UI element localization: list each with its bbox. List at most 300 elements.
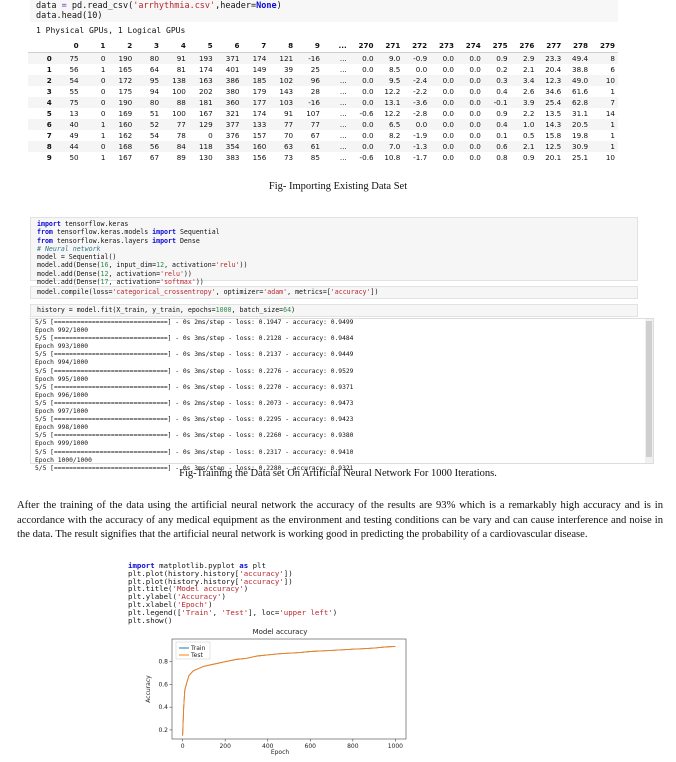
table-cell: 0.0 [469, 98, 481, 107]
column-header: 0 [55, 38, 82, 53]
table-cell: 80 [149, 98, 160, 107]
table-cell: 12.3 [545, 76, 562, 85]
table-cell: 0 [100, 54, 106, 63]
compile-code-cell [30, 286, 638, 299]
column-header: 5 [189, 38, 216, 53]
code-line: import tensorflow.keras [37, 220, 129, 228]
code-token: data [36, 1, 57, 11]
dataframe-table [28, 38, 618, 163]
table-cell: 0.0 [362, 120, 374, 129]
table-cell: 0.0 [362, 65, 374, 74]
x-tick-label: 200 [219, 743, 231, 750]
table-cell: 1.0 [523, 120, 535, 129]
table-cell: 0.0 [469, 153, 481, 162]
code-line-read-csv [36, 1, 618, 11]
column-header: 271 [377, 38, 404, 53]
table-cell: 91 [283, 109, 294, 118]
code-token: ,header= [215, 1, 257, 11]
table-cell: 386 [225, 76, 240, 85]
y-tick-label: 0.6 [158, 681, 168, 689]
log-progress-line: 5/5 [==============================] - 0s 3ms/step - loss: 0.2128 - accuracy: 0.9484 [35, 335, 354, 343]
table-cell: 0.0 [469, 120, 481, 129]
row-index: 2 [46, 76, 52, 85]
code-line: plt.xlabel('Epoch') [128, 599, 213, 609]
column-header: 1 [82, 38, 109, 53]
table-cell: -16 [308, 54, 320, 63]
x-tick-label: 800 [347, 743, 359, 750]
table-row [28, 141, 618, 152]
code-line: plt.title('Model accuracy') [128, 584, 249, 594]
table-cell: 377 [225, 120, 240, 129]
accuracy-chart [140, 626, 410, 756]
table-cell: 0.0 [362, 54, 374, 63]
code-line: import matplotlib.pyplot as plt [128, 561, 266, 570]
table-cell: 63 [283, 142, 294, 151]
code-line: plt.plot(history.history['accuracy']) [128, 568, 293, 578]
table-cell: 2.2 [523, 109, 535, 118]
table-cell: 10 [605, 153, 615, 162]
table-cell: 81 [176, 65, 186, 74]
table-cell: 174 [252, 54, 267, 63]
table-cell: -2.4 [413, 76, 428, 85]
log-epoch-line: Epoch 996/1000 [35, 391, 89, 399]
table-cell: ... [339, 76, 347, 85]
code-line: from tensorflow.keras.models import Sequential [37, 228, 220, 237]
table-cell: 354 [225, 142, 240, 151]
log-epoch-line: Epoch 1000/1000 [35, 456, 92, 464]
table-cell: 2.1 [523, 142, 535, 151]
code-comment: # Neural network [37, 244, 101, 253]
table-cell: 8 [610, 54, 615, 63]
table-cell: 54 [69, 76, 79, 85]
log-epoch-line: Epoch 999/1000 [35, 440, 89, 448]
model-code-cell [30, 217, 638, 287]
table-cell: 6.5 [388, 120, 401, 129]
table-cell: ... [339, 87, 347, 96]
table-cell: 172 [118, 76, 133, 85]
table-cell: 1 [100, 131, 106, 140]
column-header: 275 [484, 38, 511, 53]
training-log-output[interactable] [30, 318, 654, 472]
table-cell: 177 [252, 98, 267, 107]
column-header: 276 [511, 38, 538, 53]
table-cell: 67 [149, 153, 160, 162]
table-cell: 7.0 [388, 142, 401, 151]
table-cell: 3.4 [523, 76, 535, 85]
table-cell: 0.2 [496, 65, 508, 74]
y-tick-label: 0.2 [158, 726, 168, 734]
table-cell: ... [339, 120, 347, 129]
table-cell: 12.2 [384, 109, 401, 118]
table-cell: 160 [252, 142, 267, 151]
column-header: 270 [350, 38, 377, 53]
log-progress-line: 5/5 [==============================] - 0s 3ms/step - loss: 0.2137 - accuracy: 0.9449 [35, 351, 354, 359]
table-cell: 0.9 [496, 54, 508, 63]
table-cell: 0.0 [442, 120, 454, 129]
table-cell: 1 [100, 120, 106, 129]
x-axis-label: Epoch [270, 749, 290, 756]
log-progress-line: 5/5 [==============================] - 0s 3ms/step - loss: 0.2317 - accuracy: 0.9410 [35, 448, 354, 456]
table-cell: 31.1 [572, 109, 589, 118]
y-tick-label: 0.8 [158, 658, 168, 666]
table-cell: 28 [310, 87, 320, 96]
table-cell: 103 [279, 98, 294, 107]
table-row [28, 97, 618, 108]
row-index: 9 [46, 153, 52, 162]
table-cell: 169 [118, 109, 133, 118]
table-cell: 160 [118, 120, 133, 129]
table-cell: 1 [100, 153, 106, 162]
column-header: 278 [564, 38, 591, 53]
table-cell: 91 [176, 54, 186, 63]
table-cell: 12.2 [384, 87, 401, 96]
table-cell: 0.0 [415, 120, 428, 129]
table-cell: 14.3 [545, 120, 562, 129]
column-header: 277 [537, 38, 564, 53]
table-cell: 380 [225, 87, 240, 96]
table-cell: 39 [283, 65, 294, 74]
table-cell: -1.3 [413, 142, 428, 151]
code-line: model.add(Dense(17, activation='softmax')) [37, 278, 204, 287]
log-scrollbar[interactable] [645, 319, 653, 463]
table-cell: 70 [283, 131, 294, 140]
table-cell: 0.0 [362, 76, 374, 85]
code-line: model.add(Dense(12, activation='relu')) [37, 269, 192, 278]
table-cell: 23.3 [545, 54, 562, 63]
table-cell: 6 [610, 65, 615, 74]
table-cell: 77 [310, 120, 320, 129]
log-progress-line: 5/5 [==============================] - 0s 3ms/step - loss: 0.2260 - accuracy: 0.9380 [35, 432, 354, 440]
table-cell: 0.0 [442, 87, 454, 96]
table-cell: 1 [610, 142, 615, 151]
table-cell: 9.5 [388, 76, 401, 85]
code-line: model.add(Dense(16, input_dim=12, activation='relu')) [37, 261, 248, 270]
results-paragraph: After the training of the data using the artificial neural network the accuracy of the results are 93% which is a remarkably high accuracy and is in accordance with the accuracy of any medical equipment as the environment and testing conditions can be vary and can cause interference and noise in the data. The result signifies that the artificial neural network is working good in predicting the probability of a cardiovascular disease. [17, 500, 663, 541]
table-cell: 138 [172, 76, 186, 85]
table-cell: 0.0 [442, 98, 454, 107]
table-cell: 0.0 [469, 131, 481, 140]
table-cell: 163 [198, 76, 213, 85]
column-header: 7 [243, 38, 270, 53]
table-cell: 13 [69, 109, 79, 118]
code-token: = [56, 1, 72, 11]
table-cell: 0.6 [496, 142, 508, 151]
table-cell: 0 [100, 98, 106, 107]
table-cell: 0.0 [469, 76, 481, 85]
row-index: 0 [46, 54, 52, 63]
legend-label: Test [191, 652, 203, 659]
table-cell: 1 [100, 65, 106, 74]
series-line-train [183, 646, 396, 735]
table-cell: 7 [610, 98, 615, 107]
table-cell: 30.9 [572, 142, 589, 151]
table-cell: 20.5 [572, 120, 589, 129]
table-cell: 162 [118, 131, 133, 140]
training-log-lines [35, 319, 653, 473]
table-row [28, 130, 618, 141]
table-cell: 185 [252, 76, 267, 85]
y-tick-label: 0.4 [158, 704, 168, 712]
legend-label: Train [191, 645, 206, 652]
code-line-head: data.head(10) [36, 11, 103, 21]
table-cell: 25 [310, 65, 320, 74]
table-cell: 56 [149, 142, 160, 151]
table-cell: 40 [69, 120, 79, 129]
row-index: 4 [46, 98, 52, 107]
table-cell: 0.8 [496, 153, 508, 162]
log-progress-line: 5/5 [==============================] - 0s 3ms/step - loss: 0.2295 - accuracy: 0.9423 [35, 416, 354, 424]
table-cell: 51 [149, 109, 160, 118]
log-epoch-line: Epoch 997/1000 [35, 408, 89, 416]
table-cell: 133 [252, 120, 267, 129]
column-header: 8 [269, 38, 296, 53]
table-cell: 0.0 [442, 76, 454, 85]
table-cell: 2.1 [523, 65, 535, 74]
table-cell: 1 [610, 87, 615, 96]
table-cell: 0 [100, 142, 106, 151]
table-cell: ... [339, 109, 347, 118]
table-cell: 0.0 [469, 54, 481, 63]
table-cell: 85 [310, 153, 320, 162]
table-cell: 49.4 [572, 54, 589, 63]
column-header: 6 [216, 38, 243, 53]
table-cell: 157 [252, 131, 267, 140]
table-cell: 54 [149, 131, 160, 140]
table-cell: 77 [176, 120, 186, 129]
table-cell: 3.9 [523, 98, 535, 107]
log-epoch-line: Epoch 998/1000 [35, 424, 89, 432]
table-cell: 0.0 [362, 131, 374, 140]
column-header: 273 [430, 38, 457, 53]
series-line-test [183, 646, 396, 735]
row-index: 8 [46, 142, 52, 151]
log-epoch-line: Epoch 993/1000 [35, 343, 89, 351]
table-cell: 143 [279, 87, 294, 96]
table-row [28, 75, 618, 86]
table-cell: 107 [306, 109, 320, 118]
log-scrollbar-thumb[interactable] [646, 321, 652, 457]
table-cell: 10 [605, 76, 615, 85]
table-cell: -1.7 [413, 153, 428, 162]
log-epoch-line: Epoch 995/1000 [35, 375, 89, 383]
table-cell: 84 [176, 142, 186, 151]
table-cell: 0.9 [496, 109, 508, 118]
table-cell: 376 [225, 131, 240, 140]
table-cell: 149 [252, 65, 267, 74]
table-cell: 89 [176, 153, 186, 162]
table-cell: 61.6 [572, 87, 589, 96]
log-progress-line: 5/5 [==============================] - 0s 3ms/step - loss: 0.2270 - accuracy: 0.9371 [35, 383, 354, 391]
table-cell: -1.9 [413, 131, 428, 140]
table-cell: 190 [118, 54, 133, 63]
chart-title: Model accuracy [252, 628, 308, 636]
table-row [28, 152, 618, 163]
column-header: 2 [108, 38, 135, 53]
column-header: 4 [162, 38, 189, 53]
table-cell: 0.0 [362, 98, 374, 107]
y-axis-label: Accuracy [145, 675, 152, 703]
code-line: plt.legend(['Train', 'Test'], loc='upper left') [128, 607, 338, 617]
code-token: .read_csv( [82, 1, 134, 11]
table-cell: 75 [69, 54, 79, 63]
table-cell: 0.9 [523, 153, 535, 162]
table-cell: 0.0 [442, 109, 454, 118]
table-cell: 321 [225, 109, 240, 118]
code-token: None [256, 1, 277, 11]
table-cell: -2.8 [413, 109, 428, 118]
row-index: 5 [46, 109, 52, 118]
code-line: model.compile(loss='categorical_crossentropy', optimizer='adam', metrics=['accuracy']) [37, 288, 379, 296]
table-cell: 156 [252, 153, 267, 162]
table-cell: 25.1 [572, 153, 589, 162]
table-cell: 175 [118, 87, 133, 96]
table-cell: 38.8 [572, 65, 589, 74]
table-cell: 179 [252, 87, 267, 96]
column-header: 279 [591, 38, 618, 53]
table-cell: -0.1 [493, 98, 508, 107]
table-cell: 49.0 [572, 76, 589, 85]
table-cell: 13.5 [545, 109, 562, 118]
gpu-output: 1 Physical GPUs, 1 Logical GPUs [36, 26, 186, 35]
code-line: history = model.fit(X_train, y_train, epochs=1000, batch_size=64) [37, 306, 296, 314]
table-cell: 0.0 [442, 142, 454, 151]
log-epoch-line: Epoch 994/1000 [35, 359, 89, 367]
table-cell: 13.1 [384, 98, 401, 107]
plot-code-cell [128, 561, 388, 625]
table-cell: 1 [610, 120, 615, 129]
fit-code-cell [30, 304, 638, 317]
table-cell: 0.0 [362, 142, 374, 151]
table-cell: 190 [118, 98, 133, 107]
table-cell: 130 [198, 153, 213, 162]
row-index: 1 [46, 65, 52, 74]
table-cell: ... [339, 131, 347, 140]
table-cell: 102 [279, 76, 294, 85]
table-row [28, 53, 618, 65]
table-cell: 168 [118, 142, 133, 151]
row-index: 6 [46, 120, 52, 129]
column-header: 9 [296, 38, 323, 53]
table-cell: 80 [149, 54, 160, 63]
table-cell: 15.8 [545, 131, 562, 140]
log-progress-line: 5/5 [==============================] - 0s 3ms/step - loss: 0.2280 - accuracy: 0.9321 [35, 464, 354, 472]
table-cell: 88 [176, 98, 186, 107]
table-cell: -3.6 [413, 98, 428, 107]
table-cell: 62.8 [572, 98, 589, 107]
table-cell: 167 [198, 109, 213, 118]
table-row [28, 119, 618, 130]
row-index: 3 [46, 87, 52, 96]
table-cell: 0.0 [415, 65, 428, 74]
table-cell: -2.2 [413, 87, 428, 96]
table-cell: 64 [149, 65, 160, 74]
table-cell: 0.0 [442, 54, 454, 63]
log-epoch-line: Epoch 992/1000 [35, 327, 89, 335]
table-cell: 50 [69, 153, 79, 162]
table-cell: 0 [100, 87, 106, 96]
table-cell: ... [339, 98, 347, 107]
column-header: ... [323, 38, 350, 53]
table-cell: 0.0 [442, 153, 454, 162]
table-cell: 0.4 [496, 120, 508, 129]
x-tick-label: 600 [304, 743, 316, 750]
log-progress-line: 5/5 [==============================] - 0s 2ms/step - loss: 0.2073 - accuracy: 0.9473 [35, 399, 354, 407]
table-cell: -0.6 [359, 153, 374, 162]
table-cell: -16 [308, 98, 320, 107]
table-cell: 61 [310, 142, 320, 151]
table-cell: 174 [252, 109, 267, 118]
table-cell: 44 [69, 142, 79, 151]
table-cell: 73 [283, 153, 294, 162]
table-cell: ... [339, 153, 347, 162]
table-cell: 0.3 [496, 76, 508, 85]
table-cell: 78 [176, 131, 186, 140]
table-cell: 0.0 [442, 131, 454, 140]
table-cell: 19.8 [572, 131, 589, 140]
table-cell: 129 [198, 120, 213, 129]
table-cell: 167 [118, 153, 133, 162]
x-tick-label: 0 [180, 743, 185, 750]
table-cell: 174 [198, 65, 213, 74]
table-cell: 67 [310, 131, 320, 140]
table-cell: 401 [225, 65, 240, 74]
figure-caption-dataset: Fig- Importing Existing Data Set [268, 181, 408, 192]
log-progress-line: 5/5 [==============================] - 0s 3ms/step - loss: 0.2276 - accuracy: 0.9529 [35, 367, 354, 375]
table-cell: 193 [198, 54, 213, 63]
table-cell: 383 [225, 153, 240, 162]
table-row [28, 108, 618, 119]
table-cell: 10.8 [384, 153, 401, 162]
table-cell: 181 [198, 98, 213, 107]
table-cell: 118 [198, 142, 213, 151]
table-cell: 1 [610, 131, 615, 140]
table-cell: 20.1 [545, 153, 562, 162]
table-cell: ... [339, 142, 347, 151]
table-cell: 20.4 [545, 65, 562, 74]
code-line: plt.plot(history.history['accuracy']) [128, 576, 293, 586]
column-header: 274 [457, 38, 484, 53]
x-tick-label: 400 [262, 743, 274, 750]
table-cell: 0.0 [442, 65, 454, 74]
table-cell: 25.4 [545, 98, 562, 107]
table-cell: 0 [100, 109, 106, 118]
table-row [28, 64, 618, 75]
code-token: 'arrhythmia.csv' [133, 1, 216, 11]
table-cell: 8.2 [388, 131, 401, 140]
table-cell: 0 [100, 76, 106, 85]
table-cell: 95 [149, 76, 160, 85]
read-csv-code-cell [30, 0, 618, 22]
table-cell: 12.5 [545, 142, 562, 151]
table-cell: 100 [172, 109, 186, 118]
table-cell: 0.4 [496, 87, 508, 96]
table-cell: 0.0 [469, 87, 481, 96]
x-tick-label: 1000 [387, 743, 404, 750]
table-cell: 360 [225, 98, 240, 107]
log-progress-line: 5/5 [==============================] - 0s 2ms/step - loss: 0.1947 - accuracy: 0.9499 [35, 319, 354, 326]
table-cell: 9.0 [388, 54, 401, 63]
column-header: 272 [403, 38, 430, 53]
table-cell: 0.1 [496, 131, 508, 140]
table-cell: -0.9 [413, 54, 428, 63]
table-cell: 0.0 [469, 65, 481, 74]
table-cell: ... [339, 65, 347, 74]
table-cell: 0.0 [362, 87, 374, 96]
column-header [28, 38, 55, 53]
row-index: 7 [46, 131, 52, 140]
table-cell: 55 [69, 87, 79, 96]
code-token: ) [276, 1, 282, 11]
